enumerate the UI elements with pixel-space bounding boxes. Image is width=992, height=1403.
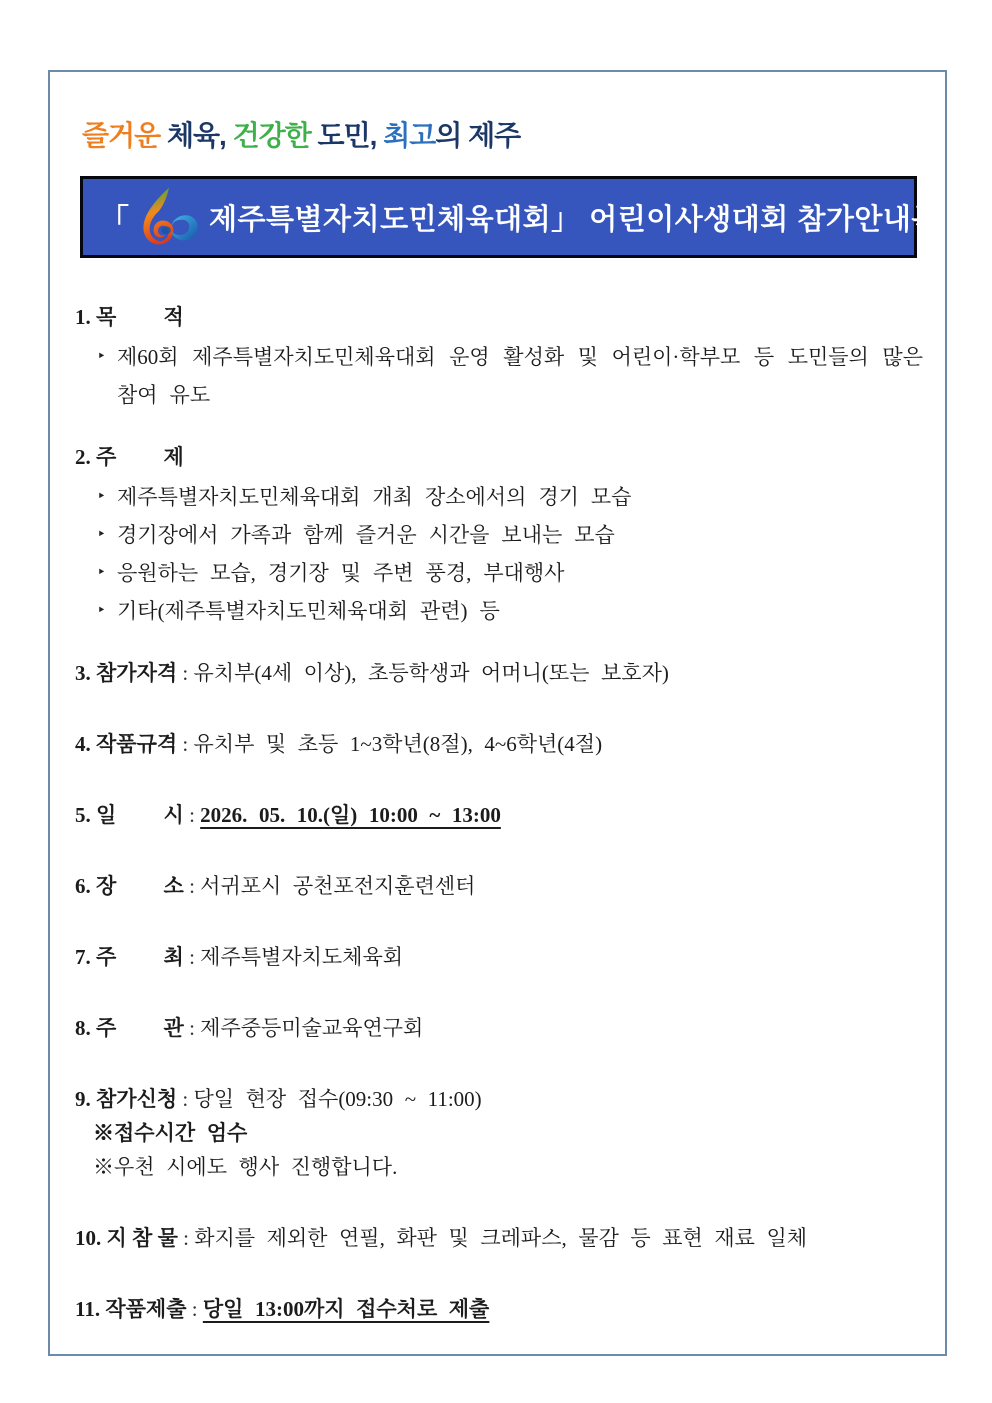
bullet-text: 제60회 제주특별자치도민체육대회 운영 활성화 및 어린이·학부모 등 도민들의 많은 참여 유도	[117, 345, 923, 407]
colon-separator: :	[177, 1226, 195, 1250]
note-rain: ※우천 시에도 행사 진행합니다.	[93, 1155, 398, 1179]
item-value: 제주특별자치도체육회	[200, 945, 404, 969]
colon-separator: :	[177, 661, 194, 685]
item-label: 5. 일 시	[75, 803, 184, 827]
item-artwork-size	[75, 727, 923, 761]
item-host	[75, 940, 923, 974]
banner-title: 제주특별자치도민체육대회」 어린이사생대회 참가안내문	[209, 203, 940, 236]
slogan-segment: 제주	[468, 120, 521, 151]
item-bring-items	[75, 1221, 923, 1255]
item-label: 8. 주 관	[75, 1016, 184, 1040]
item-date-time	[75, 798, 923, 832]
item-label: 10. 지 참 물	[75, 1226, 178, 1250]
title-banner	[80, 176, 940, 258]
triangle-bullet-icon: ‣	[97, 489, 106, 505]
item-purpose	[75, 300, 923, 414]
slogan	[82, 114, 945, 154]
item-value: 당일 현장 접수(09:30 ~ 11:00)	[193, 1087, 482, 1111]
item-label: 1. 목 적	[75, 305, 184, 329]
jeju-60th-games-emblem-icon	[135, 183, 201, 251]
slogan-segment: 체육,	[166, 120, 233, 151]
item-value: 서귀포시 공천포전지훈련센터	[200, 874, 476, 898]
item-organizer	[75, 1011, 923, 1045]
colon-separator: :	[183, 945, 201, 969]
bullet-item	[97, 338, 923, 414]
note-time-strict: ※접수시간 엄수	[93, 1121, 248, 1145]
bullet-item	[97, 516, 923, 554]
item-label: 9. 참가신청	[75, 1087, 178, 1111]
item-label: 7. 주 최	[75, 945, 184, 969]
triangle-bullet-icon: ‣	[97, 349, 106, 365]
slogan-segment: 건강한	[232, 120, 318, 151]
open-bracket: 「	[99, 204, 129, 237]
bullet-item	[97, 592, 923, 630]
bullet-item	[97, 554, 923, 592]
item-label: 4. 작품규격	[75, 732, 178, 756]
item-submission	[75, 1292, 923, 1326]
item-venue	[75, 869, 923, 903]
item-value: 화지를 제외한 연필, 화판 및 크레파스, 물감 등 표현 재료 일체	[194, 1226, 808, 1250]
slogan-segment: 도민,	[317, 120, 384, 151]
document-body	[75, 300, 923, 1326]
bullet-text: 응원하는 모습, 경기장 및 주변 풍경, 부대행사	[117, 561, 565, 585]
page-border-frame	[48, 70, 947, 1356]
triangle-bullet-icon: ‣	[97, 527, 106, 543]
colon-separator: :	[183, 1016, 201, 1040]
colon-separator: :	[183, 803, 201, 827]
item-label: 2. 주 제	[75, 445, 184, 469]
colon-separator: :	[177, 732, 194, 756]
item-label: 6. 장 소	[75, 874, 184, 898]
item-value: 제주중등미술교육연구회	[200, 1016, 424, 1040]
slogan-segment: 즐거운	[82, 120, 167, 151]
item-value: 유치부(4세 이상), 초등학생과 어머니(또는 보호자)	[193, 661, 669, 685]
triangle-bullet-icon: ‣	[97, 565, 106, 581]
item-label: 3. 참가자격	[75, 661, 178, 685]
item-registration	[75, 1082, 923, 1184]
item-theme	[75, 440, 923, 630]
item-value: 유치부 및 초등 1~3학년(8절), 4~6학년(4절)	[193, 732, 603, 756]
slogan-segment: 의	[435, 120, 469, 151]
item-value-underlined: 당일 13:00까지 접수처로 제출	[202, 1297, 490, 1321]
bullet-item	[97, 478, 923, 516]
colon-separator: :	[177, 1087, 194, 1111]
bullet-text: 경기장에서 가족과 함께 즐거운 시간을 보내는 모습	[117, 523, 615, 547]
item-value-underlined: 2026. 05. 10.(일) 10:00 ~ 13:00	[200, 803, 501, 827]
colon-separator: :	[183, 874, 201, 898]
bullet-text: 제주특별자치도민체육대회 개최 장소에서의 경기 모습	[117, 485, 632, 509]
item-eligibility	[75, 656, 923, 690]
slogan-segment: 최고	[383, 120, 436, 151]
colon-separator: :	[186, 1297, 203, 1321]
item-label: 11. 작품제출	[75, 1297, 187, 1321]
triangle-bullet-icon: ‣	[97, 603, 106, 619]
bullet-text: 기타(제주특별자치도민체육대회 관련) 등	[117, 599, 500, 623]
